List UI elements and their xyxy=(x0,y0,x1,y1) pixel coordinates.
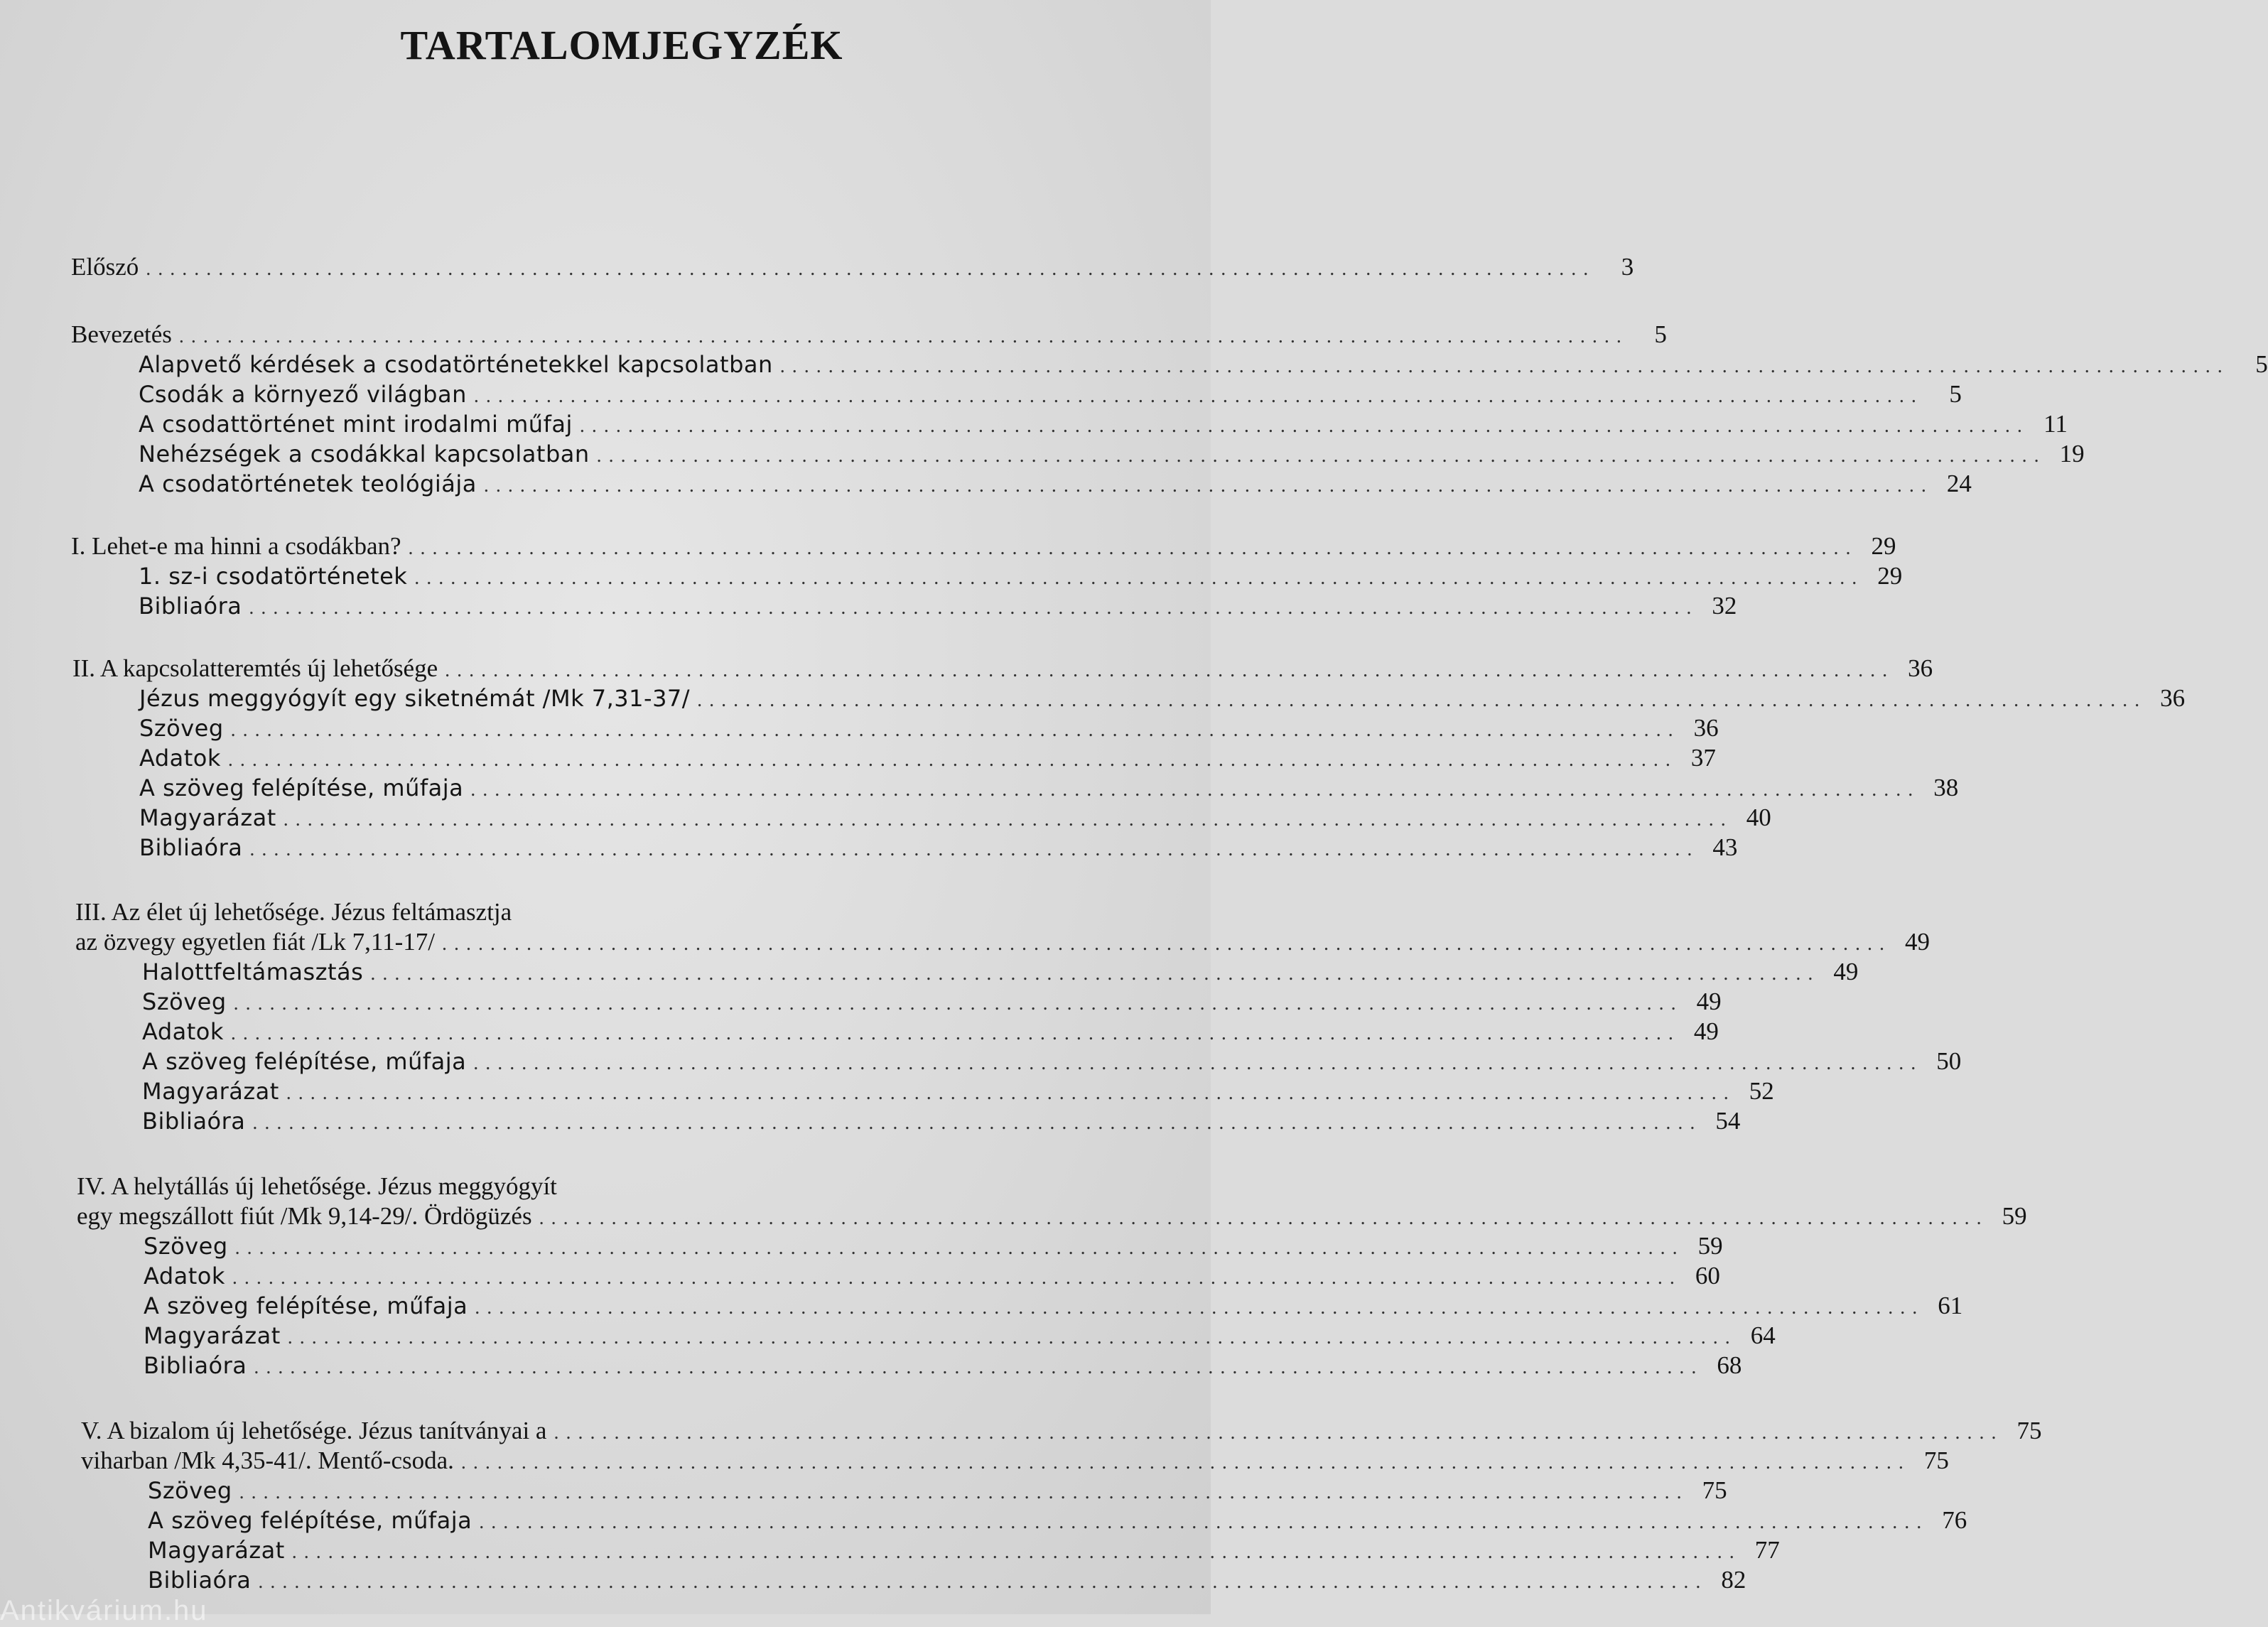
toc-entry-page: 36 xyxy=(2160,684,2186,712)
toc-entry-page: 19 xyxy=(2059,440,2085,467)
toc-entry-label: Bibliaóra xyxy=(139,593,242,620)
toc-entry xyxy=(139,409,2068,439)
toc-entry-page: 37 xyxy=(1690,744,1716,772)
dot-leader: ........................................................................................................................ xyxy=(483,475,1933,497)
toc-entry-label: A szöveg felépítése, műfaja xyxy=(148,1507,472,1534)
toc-entry-label: Magyarázat xyxy=(148,1537,285,1564)
toc-entry-label: egy megszállott fiút /Mk 9,14-29/. Ördögüzés xyxy=(77,1202,532,1230)
toc-entry xyxy=(139,713,1719,743)
toc-entry xyxy=(148,1506,1967,1535)
toc-entry xyxy=(75,897,1087,927)
toc-entry-page: 76 xyxy=(1942,1506,1967,1534)
toc-entry xyxy=(142,987,1722,1017)
toc-entry-page: 77 xyxy=(1754,1536,1780,1564)
toc-entry xyxy=(71,531,1896,561)
toc-entry-label: Magyarázat xyxy=(144,1322,281,1349)
dot-leader: ........................................................................................................................ xyxy=(475,1297,1925,1319)
toc-entry xyxy=(148,1535,1780,1565)
toc-entry-label: II. A kapcsolatteremtés új lehetősége xyxy=(72,654,438,682)
toc-entry-page: 29 xyxy=(1877,562,1903,590)
toc-entry-page: 5 xyxy=(1654,320,1667,348)
dot-leader: ........................................................................................................................ xyxy=(283,809,1733,831)
dot-leader: ........................................................................................................................ xyxy=(178,325,1629,347)
dot-leader: ........................................................................................................................ xyxy=(442,933,1892,955)
toc-entry-label: A csodatörténetek teológiája xyxy=(139,470,477,497)
toc-entry xyxy=(77,1201,2027,1231)
page-title: TARTALOMJEGYZÉK xyxy=(400,22,843,68)
toc-entry-page: 75 xyxy=(2016,1417,2042,1444)
toc-entry-label: az özvegy egyetlen fiát /Lk 7,11-17/ xyxy=(75,928,436,956)
toc-entry-page: 59 xyxy=(1697,1232,1723,1260)
dot-leader: ........................................................................................................................ xyxy=(370,963,1820,985)
dot-leader: ........................................................................................................................ xyxy=(470,779,1921,801)
toc-entry xyxy=(139,469,1972,499)
toc-entry-label: A szöveg felépítése, műfaja xyxy=(144,1292,468,1319)
toc-entry xyxy=(142,957,1859,987)
dot-leader: ........................................................................................................................ xyxy=(230,1022,1680,1044)
toc-entry-label: Alapvető kérdések a csodatörténetekkel kapcsolatban xyxy=(139,351,773,378)
toc-entry xyxy=(144,1321,1776,1351)
dot-leader: ........................................................................................................................ xyxy=(286,1082,1736,1104)
dot-leader: ........................................................................................................................ xyxy=(479,1511,1929,1533)
toc-entry-label: Szöveg xyxy=(148,1477,232,1504)
toc-entry-label: A szöveg felépítése, műfaja xyxy=(139,774,464,801)
toc-entry xyxy=(142,1017,1719,1047)
toc-entry xyxy=(142,1106,1741,1136)
dot-leader: ........................................................................................................................ xyxy=(408,537,1858,559)
toc-entry xyxy=(139,683,2186,713)
toc-entry xyxy=(81,1416,2042,1446)
toc-entry-label: I. Lehet-e ma hinni a csodákban? xyxy=(71,532,401,560)
toc-entry-page: 29 xyxy=(1871,532,1896,560)
toc-entry-label: Adatok xyxy=(139,745,221,772)
toc-entry-label: Nehézségek a csodákkal kapcsolatban xyxy=(139,440,590,467)
dot-leader: ........................................................................................................................ xyxy=(596,445,2046,467)
dot-leader: ........................................................................................................................ xyxy=(252,1112,1702,1134)
toc-entry-page: 49 xyxy=(1693,1017,1719,1045)
toc-entry xyxy=(139,773,1959,803)
toc-entry xyxy=(144,1261,1720,1291)
toc-entry-page: 64 xyxy=(1750,1321,1776,1349)
toc-entry xyxy=(148,1565,1746,1595)
toc-entry-page: 68 xyxy=(1717,1351,1742,1379)
toc-entry-page: 43 xyxy=(1712,833,1738,861)
toc-entry-label: Előszó xyxy=(71,253,139,281)
toc-entry-page: 38 xyxy=(1933,774,1959,801)
toc-entry xyxy=(139,561,1903,591)
dot-leader: ........................................................................................................................ xyxy=(234,1237,1685,1259)
toc-entry-label: Csodák a környező világban xyxy=(139,381,467,408)
dot-leader: ........................................................................................................................ xyxy=(579,415,2029,437)
toc-entry-label: III. Az élet új lehetősége. Jézus feltámasztja xyxy=(75,898,512,926)
toc-entry-label: Bibliaóra xyxy=(144,1352,247,1379)
toc-entry xyxy=(71,252,1634,282)
dot-leader: ........................................................................................................................ xyxy=(473,1052,1923,1074)
toc-entry xyxy=(81,1446,1949,1476)
dot-leader: ........................................................................................................................ xyxy=(473,385,1923,407)
toc-entry xyxy=(77,1172,1087,1201)
toc-entry-label: Bibliaóra xyxy=(148,1567,252,1594)
dot-leader: ........................................................................................................................ xyxy=(249,597,1699,619)
toc-entry-page: 75 xyxy=(1702,1476,1727,1504)
toc-entry-label: viharban /Mk 4,35-41/. Mentő-csoda. xyxy=(81,1447,454,1474)
watermark: Antikvárium.hu xyxy=(0,1595,208,1626)
toc-entry-page: 36 xyxy=(1908,654,1933,682)
toc-entry xyxy=(144,1291,1963,1321)
toc-entry-page: 24 xyxy=(1946,470,1972,497)
dot-leader: ........................................................................................................................ xyxy=(539,1207,1989,1229)
toc-entry-page: 54 xyxy=(1715,1107,1741,1135)
toc-entry-label: Adatok xyxy=(142,1018,224,1045)
toc-entry xyxy=(142,1047,1962,1076)
dot-leader: ........................................................................................................................ xyxy=(239,1481,1689,1503)
toc-entry-page: 5 xyxy=(1949,380,1962,408)
toc-entry xyxy=(139,439,2085,469)
toc-entry xyxy=(71,320,1667,350)
toc-entry-page: 49 xyxy=(1905,928,1930,956)
dot-leader: ........................................................................................................................ xyxy=(414,567,1864,589)
toc-entry-page: 52 xyxy=(1749,1077,1774,1105)
toc-entry-label: Szöveg xyxy=(144,1233,228,1260)
toc-entry-label: Szöveg xyxy=(142,988,227,1015)
dot-leader: ........................................................................................................................ xyxy=(230,719,1680,741)
dot-leader: ........................................................................................................................ xyxy=(291,1541,1742,1563)
dot-leader: ........................................................................................................................ xyxy=(697,689,2147,711)
toc-entry xyxy=(139,833,1738,863)
dot-leader: ........................................................................................................................ xyxy=(227,749,1678,771)
toc-entry xyxy=(75,927,1930,957)
toc-entry-label: Bibliaóra xyxy=(139,834,243,861)
toc-entry-label: Magyarázat xyxy=(139,804,276,831)
dot-leader: ........................................................................................................................ xyxy=(249,838,1700,860)
toc-entry xyxy=(139,591,1737,621)
toc-entry-page: 61 xyxy=(1938,1292,1963,1319)
toc-entry xyxy=(139,743,1716,773)
toc-entry xyxy=(139,379,1962,409)
toc-entry xyxy=(139,350,2268,379)
toc-entry-label: IV. A helytállás új lehetősége. Jézus meggyógyít xyxy=(77,1172,557,1200)
toc-entry-label: Bibliaóra xyxy=(142,1108,246,1135)
toc-entry-page: 50 xyxy=(1936,1047,1962,1075)
toc-entry xyxy=(139,803,1771,833)
dot-leader: ........................................................................................................................ xyxy=(460,1452,1911,1474)
toc-entry-label: 1. sz-i csodatörténetek xyxy=(139,563,408,590)
dot-leader: ........................................................................................................................ xyxy=(146,258,1596,280)
toc-entry-label: Halottfeltámasztás xyxy=(142,958,364,985)
toc-entry-page: 49 xyxy=(1696,988,1722,1015)
toc-entry-page: 40 xyxy=(1746,804,1771,831)
toc-entry-label: A csodattörténet mint irodalmi műfaj xyxy=(139,411,573,438)
dot-leader: ........................................................................................................................ xyxy=(232,1267,1682,1289)
toc-entry-page: 49 xyxy=(1833,958,1859,985)
toc-entry-page: 59 xyxy=(2002,1202,2027,1230)
toc-entry-label: Szöveg xyxy=(139,715,224,742)
toc-entry xyxy=(148,1476,1727,1506)
dot-leader: ........................................................................................................................ xyxy=(254,1356,1704,1378)
toc-entry xyxy=(144,1231,1723,1261)
toc-entry-page: 11 xyxy=(2043,410,2068,438)
toc-entry xyxy=(144,1351,1742,1380)
toc-entry xyxy=(142,1076,1774,1106)
dot-leader: ........................................................................................................................ xyxy=(445,659,1895,681)
toc-entry-label: V. A bizalom új lehetősége. Jézus tanítványai a xyxy=(81,1417,547,1444)
dot-leader: ........................................................................................................................ xyxy=(554,1422,2004,1444)
toc-entry-label: Adatok xyxy=(144,1263,225,1290)
toc-entry-page: 5 xyxy=(2255,350,2268,378)
toc-entry-page: 3 xyxy=(1621,253,1634,281)
toc-entry-label: A szöveg felépítése, műfaja xyxy=(142,1048,467,1075)
toc-entry-label: Magyarázat xyxy=(142,1078,279,1105)
dot-leader: ........................................................................................................................ xyxy=(233,993,1683,1015)
toc-entry-page: 36 xyxy=(1693,714,1719,742)
toc-entry-page: 32 xyxy=(1712,592,1737,620)
toc-entry-page: 60 xyxy=(1695,1262,1720,1290)
toc-entry-label: Jézus meggyógyít egy siketnémát /Mk 7,31-37/ xyxy=(139,685,691,712)
toc-entry-page: 75 xyxy=(1923,1447,1949,1474)
dot-leader: ........................................................................................................................ xyxy=(287,1326,1737,1348)
dot-leader: ........................................................................................................................ xyxy=(258,1571,1708,1593)
toc-entry-page: 82 xyxy=(1721,1566,1746,1594)
toc-entry xyxy=(72,654,1933,683)
toc-entry-label: Bevezetés xyxy=(71,320,172,348)
dot-leader: ........................................................................................................................ xyxy=(779,355,2230,377)
